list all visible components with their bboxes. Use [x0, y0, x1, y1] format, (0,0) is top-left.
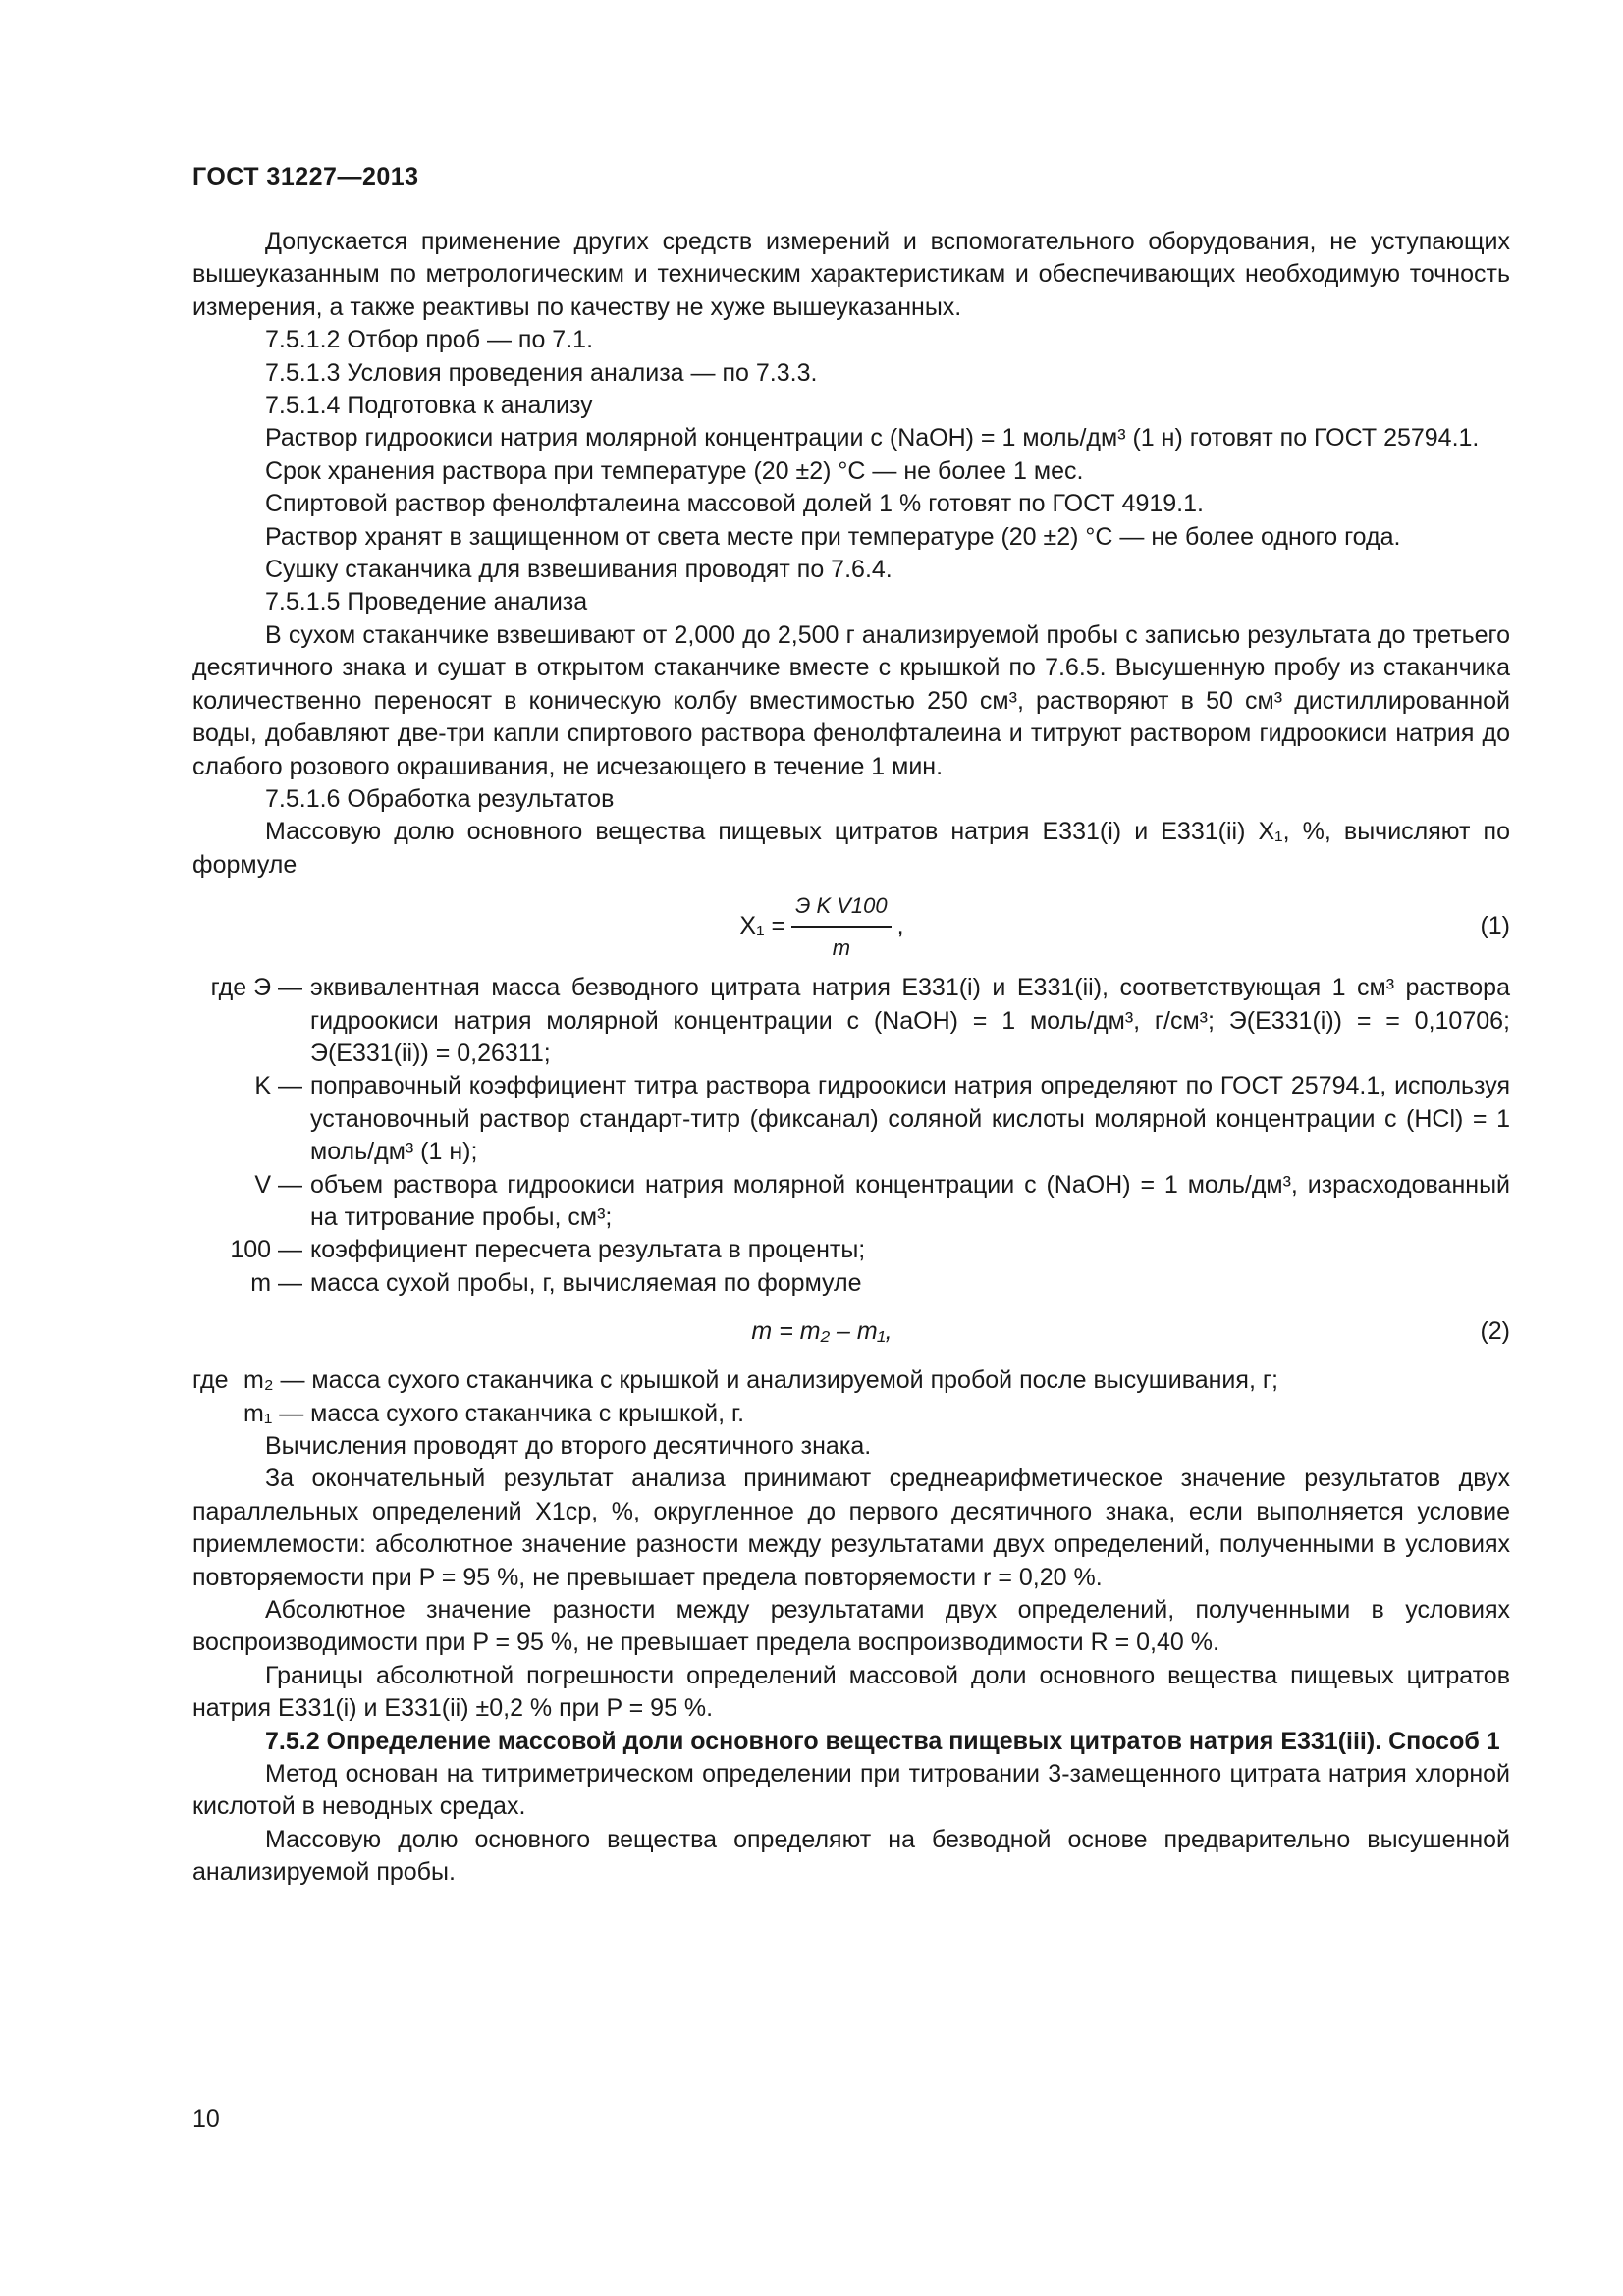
definition-key: m —: [250, 1268, 302, 1297]
definition-item: [192, 1364, 1510, 1397]
definition-text: эквивалентная масса безводного цитрата натрия Е331(i) и Е331(ii), соответствующая 1 см³ раствора гидроокиси натрия молярной концентрации c (NaOH) = 1 моль/дм³, г/см³; Э(E331(i)) = = 0,10706; Э(E331(ii)) = 0,26311;: [310, 974, 1510, 1067]
formula-1-fraction: [791, 889, 892, 964]
paragraph: Раствор гидроокиси натрия молярной концентрации c (NaOH) = 1 моль/дм³ (1 н) готовят по ГОСТ 25794.1.: [265, 424, 1480, 453]
paragraph: 7.5.1.5 Проведение анализа: [265, 588, 588, 616]
paragraph: Раствор хранят в защищенном от света месте при температуре (20 ±2) °С — не более одного года.: [265, 522, 1401, 551]
paragraph: Границы абсолютной погрешности определений массовой доли основного вещества пищевых цитратов натрия Е331(i) и Е331(ii) ±0,2 % при P = 95 %.: [192, 1661, 1510, 1723]
paragraph: Массовую долю основного вещества определяют на безводной основе предварительно высушенной анализируемой пробы.: [192, 1825, 1510, 1887]
definition-item: [192, 1398, 1510, 1430]
paragraph: В сухом стаканчике взвешивают от 2,000 до 2,500 г анализируемой пробы с записью результата до третьего десятичного знака и сушат в открытом стаканчике вместе с крышкой по 7.6.5. Высушенную пробу из стаканчика количественно переносят в коническую колбу вместимостью 250 см³, растворяют в 50 см³ дистиллированной воды, добавляют две-три капли спиртового раствора фенолфталеина и титруют раствором гидроокиси натрия до слабого розового окрашивания, не исчезающего в течение 1 мин.: [192, 620, 1510, 780]
definition-item: [192, 1070, 1510, 1168]
paragraph: 7.5.1.2 Отбор проб — по 7.1.: [265, 326, 594, 354]
definition-text: m₁ — масса сухого стаканчика с крышкой, г.: [243, 1399, 745, 1427]
definition-item: [192, 1169, 1510, 1235]
definition-key: где: [192, 1366, 229, 1395]
formula-1-numerator: Э K V100: [791, 889, 892, 927]
formula-2-number: (2): [1480, 1317, 1510, 1346]
paragraph: Сушку стаканчика для взвешивания проводят по 7.6.4.: [265, 556, 893, 584]
paragraph: За окончательный результат анализа принимают среднеарифметическое значение результатов двух параллельных определений X1ср, %, округленное до первого десятичного знака, если выполняется условие приемлемости: абсолютное значение разности между результатами двух определений, полученными в условиях повторяемости при P = 95 %, не превышает предела повторяемости r = 0,20 %.: [192, 1465, 1510, 1591]
definition-text: объем раствора гидроокиси натрия молярной концентрации c (NaOH) = 1 моль/дм³, израсходованный на титрование пробы, см³;: [310, 1170, 1510, 1231]
formula-1-denominator: m: [832, 934, 851, 960]
body-text: [192, 226, 1510, 1890]
definition-item: [192, 972, 1510, 1070]
paragraph: Абсолютное значение разности между результатами двух определений, полученными в условиях воспроизводимости при P = 95 %, не превышает предела воспроизводимости R = 0,40 %.: [192, 1596, 1510, 1657]
paragraph: 7.5.1.6 Обработка результатов: [265, 784, 615, 813]
definition-item: [192, 1267, 1510, 1300]
definition-text: масса сухой пробы, г, вычисляемая по формуле: [310, 1268, 862, 1297]
paragraph: Метод основан на титриметрическом определении при титровании 3-замещенного цитрата натрия хлорной кислотой в неводных средах.: [192, 1760, 1510, 1821]
formula-1-lhs: X₁ =: [739, 912, 786, 940]
paragraph: Массовую долю основного вещества пищевых цитратов натрия Е331(i) и Е331(ii) X₁, %, вычисляют по формуле: [192, 818, 1510, 879]
definition-key: V —: [254, 1170, 302, 1199]
definition-key: 100 —: [230, 1236, 302, 1264]
paragraph: Срок хранения раствора при температуре (20 ±2) °С — не более 1 мес.: [265, 456, 1084, 485]
definition-text: поправочный коэффициент титра раствора гидроокиси натрия определяют по ГОСТ 25794.1, используя установочный раствор стандарт-титр (фиксанал) соляной кислоты молярной концентрации c (HCl) = 1 моль/дм³ (1 н);: [310, 1072, 1510, 1166]
paragraph: Спиртовой раствор фенолфталеина массовой долей 1 % готовят по ГОСТ 4919.1.: [265, 490, 1204, 518]
page-number: 10: [192, 2106, 220, 2133]
paragraph: Допускается применение других средств измерений и вспомогательного оборудования, не уступающих вышеуказанным по метрологическим и техническим характеристикам и обеспечивающих необходимую точность измерения, а также реактивы по качеству не хуже вышеуказанных.: [192, 228, 1510, 321]
document-header: ГОСТ 31227—2013: [192, 163, 419, 190]
formula-2: [192, 1300, 1510, 1364]
definition-key: K —: [254, 1072, 302, 1100]
formula-1-number: (1): [1480, 912, 1510, 940]
definition-text: m₂ — масса сухого стаканчика с крышкой и анализируемой пробой после высушивания, г;: [243, 1366, 1278, 1395]
section-heading: 7.5.2 Определение массовой доли основного вещества пищевых цитратов натрия Е331(iii). Способ 1: [265, 1727, 1500, 1755]
definition-key: где Э —: [210, 974, 302, 1002]
formula-2-body: m = m₂ – m₁,: [751, 1317, 893, 1346]
paragraph: 7.5.1.3 Условия проведения анализа — по 7.3.3.: [265, 358, 818, 387]
formula-1-body: [192, 889, 1451, 964]
paragraph: 7.5.1.4 Подготовка к анализу: [265, 392, 593, 420]
definition-text: коэффициент пересчета результата в проценты;: [310, 1236, 866, 1264]
formula-1: [192, 881, 1510, 972]
paragraph: Вычисления проводят до второго десятичного знака.: [265, 1432, 872, 1460]
formula-1-tail: ,: [896, 912, 904, 940]
definition-item: [192, 1234, 1510, 1266]
